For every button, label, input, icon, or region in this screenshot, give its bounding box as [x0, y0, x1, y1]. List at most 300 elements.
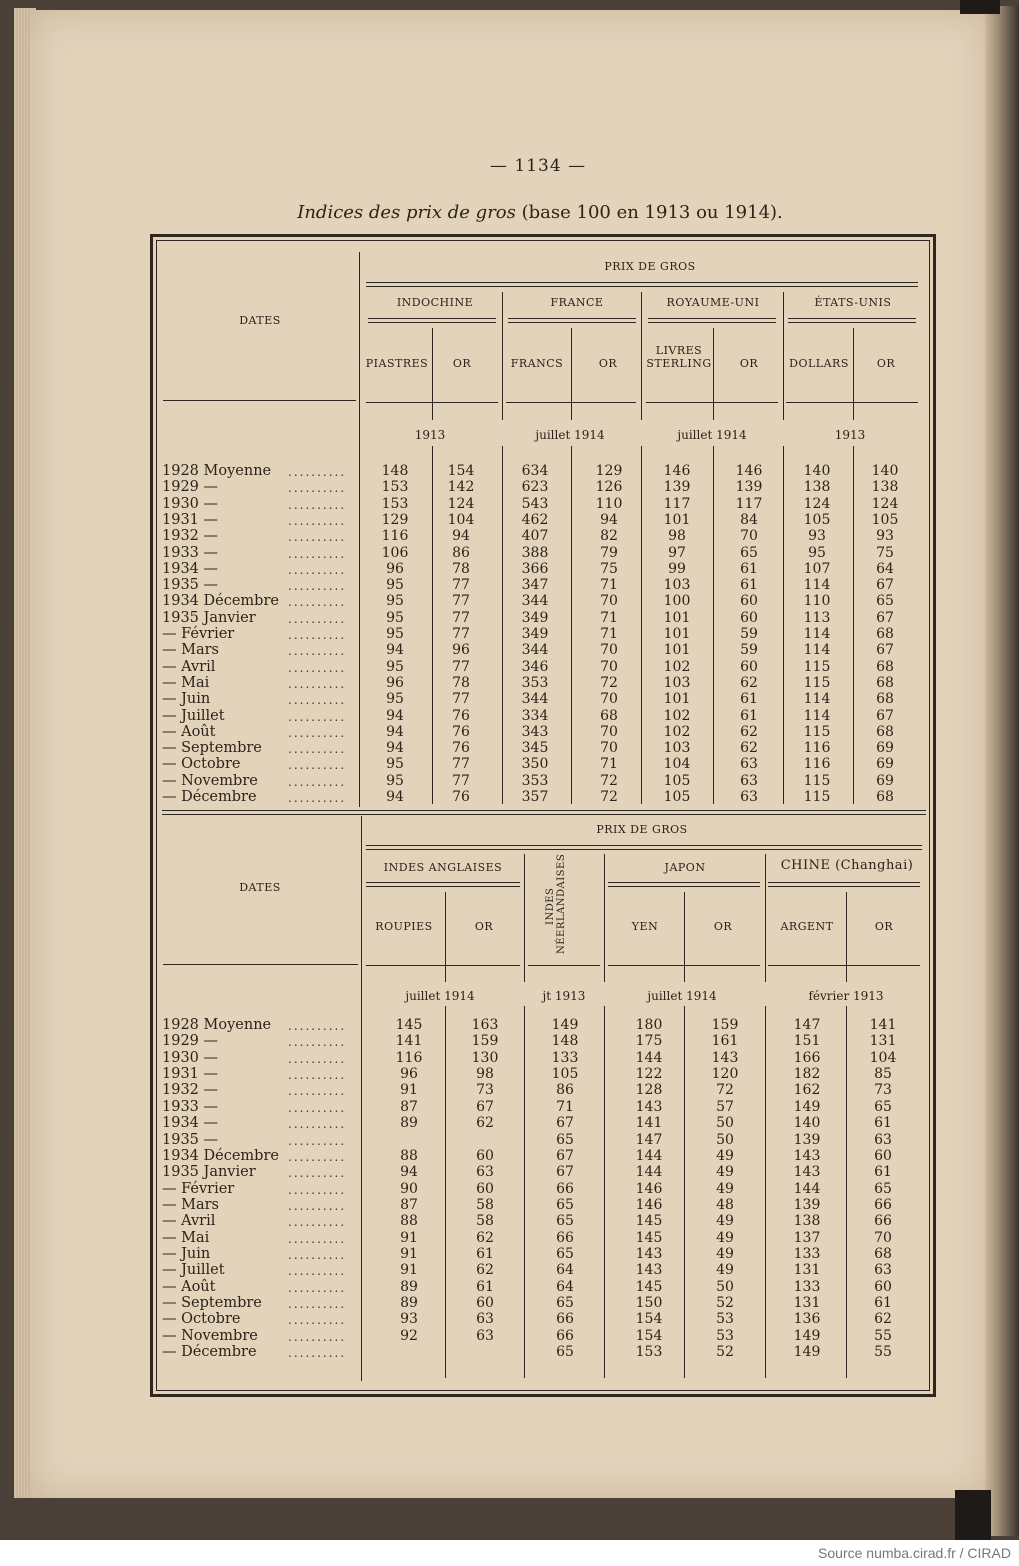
table-cell: 182 — [793, 1066, 821, 1082]
table-cell: 144 — [635, 1049, 663, 1066]
table-cell: 49 — [716, 1262, 734, 1279]
table-cell: 97 — [668, 544, 686, 561]
leader-dots: .......... — [288, 465, 347, 479]
table-cell: 66 — [874, 1196, 892, 1213]
table-cell: 61 — [740, 577, 758, 594]
table-cell: 344 — [521, 593, 549, 610]
table-cell: 146 — [735, 463, 763, 479]
group-rule — [366, 845, 922, 850]
row-label: — Avril — [162, 658, 216, 675]
table-cell: 143 — [793, 1147, 821, 1164]
table-cell: 140 — [871, 463, 899, 479]
table-cell: 120 — [711, 1066, 739, 1082]
table-cell: 143 — [635, 1245, 663, 1262]
leader-dots: .......... — [288, 725, 347, 740]
table-cell: 349 — [521, 626, 549, 642]
table-cell: 63 — [740, 772, 758, 789]
leader-dots: .......... — [288, 1280, 347, 1295]
table-cell: 104 — [663, 756, 691, 773]
leader-dots: .......... — [288, 1019, 347, 1033]
table-cell: 71 — [600, 756, 618, 773]
table-cell: 61 — [740, 691, 758, 708]
row-label: — Avril — [162, 1213, 216, 1230]
leader-dots: .......... — [288, 579, 347, 594]
table-cell: 62 — [476, 1229, 494, 1246]
table-cell: 60 — [740, 658, 758, 675]
table-cell: 52 — [716, 1344, 734, 1360]
row-label: — Mars — [162, 1196, 219, 1213]
table-cell: 91 — [400, 1082, 418, 1099]
table-cell: 126 — [595, 479, 623, 496]
column-roupies: ROUPIES — [375, 920, 433, 933]
table-cell: 139 — [793, 1131, 821, 1148]
table-cell: 353 — [521, 772, 549, 789]
column-rule — [608, 965, 760, 966]
dates-rule — [163, 964, 358, 965]
table-cell: 70 — [874, 1229, 892, 1246]
table-cell: 117 — [663, 495, 691, 512]
table-cell: 149 — [793, 1098, 821, 1115]
country-divider — [783, 446, 784, 804]
table-cell: 69 — [876, 772, 894, 789]
table-cell: 138 — [871, 479, 899, 496]
table-cell: 63 — [476, 1311, 494, 1328]
table-cell: 105 — [803, 511, 831, 528]
row-label: 1935 Janvier — [162, 609, 256, 626]
column-divider — [684, 892, 685, 982]
table-cell: 143 — [635, 1262, 663, 1279]
table-cell: 144 — [635, 1164, 663, 1181]
table-cell: 85 — [874, 1066, 892, 1082]
leader-dots: .......... — [288, 1231, 347, 1246]
row-label: 1929 — — [162, 1033, 219, 1050]
row-label: 1929 — — [162, 479, 219, 496]
table-cell: 116 — [803, 756, 831, 773]
leader-dots: .......... — [288, 546, 347, 561]
column-divider — [445, 1006, 446, 1378]
leader-dots: .......... — [288, 1100, 347, 1115]
table-cell: 136 — [793, 1311, 821, 1328]
table-cell: 144 — [635, 1147, 663, 1164]
table-cell: 94 — [386, 707, 404, 724]
row-label: 1935 — — [162, 577, 219, 594]
table-cell: 60 — [740, 609, 758, 626]
country-rule — [368, 318, 496, 323]
country-divider — [765, 854, 766, 982]
table-cell: 71 — [600, 609, 618, 626]
table-cell: 63 — [874, 1262, 892, 1279]
table-cell: 96 — [386, 560, 404, 577]
table-cell: 62 — [740, 674, 758, 691]
table-cell: 76 — [452, 723, 470, 740]
table-cell: 73 — [476, 1082, 494, 1099]
dates-header: DATES — [239, 314, 281, 327]
leader-dots: .......... — [288, 1084, 347, 1099]
table-cell: 78 — [452, 560, 470, 577]
table-cell: 94 — [386, 642, 404, 659]
column-yen: YEN — [631, 920, 659, 933]
row-label: — Février — [162, 626, 235, 642]
column-or: OR — [876, 357, 896, 370]
table-cell: 623 — [521, 479, 549, 496]
table-cell: 59 — [740, 626, 758, 642]
table-cell: 95 — [386, 626, 404, 642]
table-cell: 71 — [600, 626, 618, 642]
table-cell: 63 — [476, 1327, 494, 1344]
table-cell: 95 — [386, 577, 404, 594]
country-divider — [502, 446, 503, 804]
table-cell: 128 — [635, 1082, 663, 1099]
table-cell: 49 — [716, 1213, 734, 1230]
row-label: — Juin — [162, 1245, 211, 1262]
table-cell: 634 — [521, 463, 549, 479]
table-cell: 138 — [803, 479, 831, 496]
row-label: 1930 — — [162, 1049, 219, 1066]
table-cell: 95 — [808, 544, 826, 561]
table-cell: 153 — [381, 479, 409, 496]
table-cell: 139 — [793, 1196, 821, 1213]
leader-dots: .......... — [288, 1215, 347, 1230]
title-italic: Indices des prix de gros — [297, 202, 516, 223]
column-or: OR — [598, 357, 618, 370]
table-cell: 60 — [874, 1278, 892, 1295]
group-header: PRIX DE GROS — [596, 823, 688, 836]
table-cell: 71 — [556, 1098, 574, 1115]
column-divider — [853, 446, 854, 804]
table-cell: 66 — [556, 1327, 574, 1344]
base-year: juillet 1914 — [647, 989, 717, 1003]
leader-dots: .......... — [288, 1198, 347, 1213]
country-indochine: INDOCHINE — [396, 296, 474, 309]
row-label: — Mai — [162, 1229, 210, 1246]
table-cell: 143 — [711, 1049, 739, 1066]
table-cell: 55 — [874, 1344, 892, 1360]
dates-divider — [361, 816, 362, 1381]
table-cell: 102 — [663, 707, 691, 724]
column-divider — [445, 892, 446, 982]
table-cell: 94 — [386, 740, 404, 757]
leader-dots: .......... — [288, 562, 347, 577]
country-divider — [604, 854, 605, 982]
table-cell: 49 — [716, 1180, 734, 1197]
column-rule — [366, 402, 498, 403]
row-label: 1934 Décembre — [162, 1147, 279, 1164]
country-rule — [608, 882, 760, 887]
table-cell: 150 — [635, 1295, 663, 1311]
table-cell: 101 — [663, 691, 691, 708]
table-cell: 62 — [740, 740, 758, 757]
country-rule — [366, 882, 520, 887]
table-cell: 94 — [400, 1164, 418, 1181]
leader-dots: .......... — [288, 628, 347, 642]
page-number: — 1134 — — [490, 156, 587, 176]
table-cell: 87 — [400, 1196, 418, 1213]
bookmark-ribbon — [955, 1490, 991, 1540]
table-cell: 145 — [635, 1278, 663, 1295]
table-cell: 124 — [803, 495, 831, 512]
leader-dots: .......... — [288, 497, 347, 512]
table-cell: 149 — [793, 1327, 821, 1344]
table-cell: 49 — [716, 1164, 734, 1181]
table-cell: 72 — [600, 674, 618, 691]
table-cell: 62 — [874, 1311, 892, 1328]
table-cell: 133 — [793, 1278, 821, 1295]
table-cell: 154 — [635, 1327, 663, 1344]
leader-dots: .......... — [288, 1051, 347, 1066]
table-cell: 146 — [635, 1180, 663, 1197]
table-cell: 103 — [663, 674, 691, 691]
table-cell: 49 — [716, 1245, 734, 1262]
table-cell: 349 — [521, 609, 549, 626]
table-cell: 68 — [876, 789, 894, 805]
table-cell: 166 — [793, 1049, 821, 1066]
table-cell: 61 — [740, 707, 758, 724]
country-royaume-uni: ROYAUME-UNI — [666, 296, 760, 309]
leader-dots: .......... — [288, 1247, 347, 1262]
table-cell: 68 — [876, 723, 894, 740]
table-cell: 114 — [803, 577, 831, 594]
table-cell: 124 — [871, 495, 899, 512]
table-cell: 57 — [716, 1098, 734, 1115]
table-cell: 146 — [663, 463, 691, 479]
table-cell: 115 — [803, 674, 831, 691]
table-cell: 131 — [793, 1295, 821, 1311]
table-cell: 88 — [400, 1147, 418, 1164]
table-cell: 138 — [793, 1213, 821, 1230]
row-label: 1933 — — [162, 544, 219, 561]
table-cell: 96 — [386, 674, 404, 691]
table-cell: 94 — [600, 511, 618, 528]
table-cell: 147 — [793, 1017, 821, 1033]
leader-dots: .......... — [288, 742, 347, 757]
table-cell: 72 — [600, 772, 618, 789]
table-cell: 77 — [452, 756, 470, 773]
table-cell: 77 — [452, 609, 470, 626]
table-cell: 154 — [635, 1311, 663, 1328]
page-title — [0, 202, 1019, 223]
table-cell: 90 — [400, 1180, 418, 1197]
table-cell: 159 — [711, 1017, 739, 1033]
column-piastres: PIASTRES — [365, 357, 429, 370]
base-year: juillet 1914 — [405, 989, 475, 1003]
table-cell: 101 — [663, 511, 691, 528]
table-cell: 77 — [452, 691, 470, 708]
table-cell: 67 — [876, 707, 894, 724]
table-cell: 93 — [876, 528, 894, 545]
table-cell: 105 — [663, 789, 691, 805]
table-cell: 98 — [668, 528, 686, 545]
table-cell: 103 — [663, 577, 691, 594]
row-label: — Mars — [162, 642, 219, 659]
table-cell: 102 — [663, 723, 691, 740]
row-label: 1934 — — [162, 560, 219, 577]
table-cell: 163 — [471, 1017, 499, 1033]
table-cell: 366 — [521, 560, 549, 577]
table-cell: 115 — [803, 789, 831, 805]
leader-dots: .......... — [288, 1149, 347, 1164]
country-japon: JAPON — [664, 861, 706, 874]
column-divider — [853, 328, 854, 420]
table-cell: 70 — [600, 740, 618, 757]
table-cell: 104 — [447, 511, 475, 528]
table-cell: 84 — [740, 511, 758, 528]
table-cell: 149 — [551, 1017, 579, 1033]
table-cell: 180 — [635, 1017, 663, 1033]
country-divider — [783, 292, 784, 420]
table-cell: 60 — [874, 1147, 892, 1164]
table-cell: 61 — [874, 1164, 892, 1181]
table-cell: 347 — [521, 577, 549, 594]
table-cell: 76 — [452, 740, 470, 757]
country-divider — [524, 854, 525, 982]
table-cell: 407 — [521, 528, 549, 545]
table-cell: 95 — [386, 593, 404, 610]
leader-dots: .......... — [288, 481, 347, 496]
table-cell: 91 — [400, 1229, 418, 1246]
row-label: — Août — [162, 1278, 216, 1295]
table-cell: 96 — [452, 642, 470, 659]
table-cell: 77 — [452, 626, 470, 642]
table-cell: 66 — [556, 1180, 574, 1197]
table-cell: 50 — [716, 1278, 734, 1295]
row-label: — Novembre — [162, 1327, 258, 1344]
table-cell: 63 — [740, 789, 758, 805]
table-cell: 114 — [803, 626, 831, 642]
table-cell: 75 — [600, 560, 618, 577]
leader-dots: .......... — [288, 758, 347, 773]
column-argent: ARGENT — [780, 920, 834, 933]
table-cell: 61 — [476, 1245, 494, 1262]
group-rule — [366, 282, 918, 287]
table-cell: 102 — [663, 658, 691, 675]
column-or: OR — [874, 920, 894, 933]
leader-dots: .......... — [288, 1264, 347, 1279]
column-livres-sterling: LIVRES STERLING — [646, 344, 712, 370]
table-cell: 98 — [476, 1066, 494, 1082]
column-divider — [713, 328, 714, 420]
table-cell: 137 — [793, 1229, 821, 1246]
table-cell: 66 — [556, 1229, 574, 1246]
table-cell: 149 — [793, 1344, 821, 1360]
country-divider — [524, 1006, 525, 1378]
table-cell: 353 — [521, 674, 549, 691]
column-divider — [571, 328, 572, 420]
column-rule — [768, 965, 920, 966]
table-cell: 76 — [452, 707, 470, 724]
table-cell: 64 — [876, 560, 894, 577]
table-cell: 78 — [452, 674, 470, 691]
table-cell: 69 — [876, 740, 894, 757]
leader-dots: .......... — [288, 1297, 347, 1311]
dates-header: DATES — [239, 881, 281, 894]
table-cell: 92 — [400, 1327, 418, 1344]
table-cell: 159 — [471, 1033, 499, 1050]
leader-dots: .......... — [288, 1166, 347, 1181]
table-cell: 86 — [556, 1082, 574, 1099]
table-cell: 148 — [551, 1033, 579, 1050]
country-rule — [648, 318, 776, 323]
table-cell: 129 — [381, 511, 409, 528]
table-cell: 49 — [716, 1147, 734, 1164]
leader-dots: .......... — [288, 791, 347, 805]
table-cell: 89 — [400, 1115, 418, 1132]
table-cell: 65 — [556, 1196, 574, 1213]
table-cell: 115 — [803, 658, 831, 675]
table-cell: 93 — [808, 528, 826, 545]
table-cell: 388 — [521, 544, 549, 561]
row-label: — Septembre — [162, 1295, 262, 1311]
leader-dots: .......... — [288, 530, 347, 545]
column-divider — [432, 328, 433, 420]
table-cell: 343 — [521, 723, 549, 740]
table-cell: 344 — [521, 642, 549, 659]
table-cell: 115 — [803, 772, 831, 789]
table-cell: 67 — [556, 1147, 574, 1164]
table-cell: 87 — [400, 1098, 418, 1115]
table-cell: 104 — [869, 1049, 897, 1066]
column-divider — [432, 446, 433, 804]
row-label: — Septembre — [162, 740, 262, 757]
table-cell: 67 — [556, 1115, 574, 1132]
table-cell: 142 — [447, 479, 475, 496]
base-year: juillet 1914 — [677, 428, 747, 442]
table-cell: 70 — [600, 642, 618, 659]
table-cell: 145 — [635, 1229, 663, 1246]
row-label: 1935 — — [162, 1131, 219, 1148]
leader-dots: .......... — [288, 774, 347, 789]
table-cell: 115 — [803, 723, 831, 740]
table-cell: 345 — [521, 740, 549, 757]
table-cell: 70 — [600, 658, 618, 675]
table-cell: 101 — [663, 626, 691, 642]
row-label: 1934 Décembre — [162, 593, 279, 610]
table-cell: 65 — [876, 593, 894, 610]
table-cell: 116 — [381, 528, 409, 545]
row-label: 1933 — — [162, 1098, 219, 1115]
row-label: — Février — [162, 1180, 235, 1197]
column-divider — [684, 1006, 685, 1378]
table-cell: 99 — [668, 560, 686, 577]
table-cell: 162 — [793, 1082, 821, 1099]
table-cell: 82 — [600, 528, 618, 545]
table-cell: 334 — [521, 707, 549, 724]
row-label: — Novembre — [162, 772, 258, 789]
table-cell: 65 — [556, 1213, 574, 1230]
row-label: 1928 Moyenne — [162, 463, 272, 479]
leader-dots: .......... — [288, 595, 347, 610]
table-cell: 66 — [874, 1213, 892, 1230]
table-cell: 65 — [556, 1131, 574, 1148]
table-cell: 50 — [716, 1115, 734, 1132]
table-cell: 66 — [556, 1311, 574, 1328]
table-cell: 68 — [876, 626, 894, 642]
table-cell: 91 — [400, 1262, 418, 1279]
column-divider — [571, 446, 572, 804]
leader-dots: .......... — [288, 644, 347, 659]
country-divider — [641, 292, 642, 420]
table-cell: 65 — [556, 1344, 574, 1360]
leader-dots: .......... — [288, 1133, 347, 1148]
table-cell: 95 — [386, 609, 404, 626]
table-cell: 350 — [521, 756, 549, 773]
row-label: — Décembre — [162, 1344, 257, 1360]
table-cell: 130 — [471, 1049, 499, 1066]
table-cell: 77 — [452, 658, 470, 675]
column-divider — [846, 892, 847, 982]
table-cell: 65 — [874, 1098, 892, 1115]
country-divider — [641, 446, 642, 804]
table-cell: 89 — [400, 1295, 418, 1311]
